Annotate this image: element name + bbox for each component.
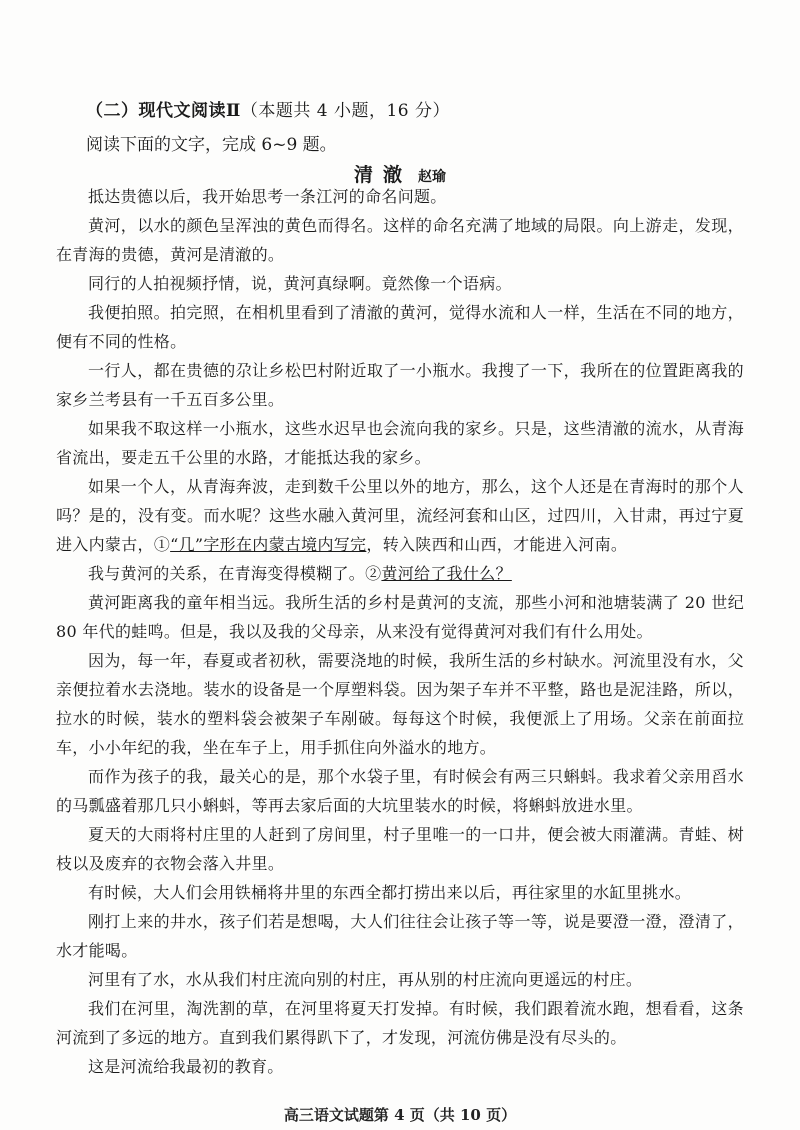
paragraph-with-underline-2 <box>56 559 744 588</box>
paragraph: 夏天的大雨将村庄里的人赶到了房间里，村子里唯一的一口井，便会被大雨灌满。青蛙、树枝以及废弃的衣物会落入井里。 <box>56 825 744 873</box>
reading-instruction: 阅读下面的文字，完成 6~9 题。 <box>86 135 337 155</box>
page-footer: 高三语文试题第 4 页（共 10 页） <box>283 1106 517 1124</box>
section-header <box>86 96 450 121</box>
article-title: 清澈 <box>353 164 412 186</box>
underlined-sentence-1: “几”字形在内蒙古境内写完 <box>170 535 367 554</box>
paragraph: 我便拍照。拍完照，在相机里看到了清澈的黄河，觉得水流和人一样，生活在不同的地方，便有不同的性格。 <box>56 303 744 351</box>
paragraph: 一行人，都在贵德的尕让乡松巴村附近取了一小瓶水。我搜了一下，我所在的位置距离我的家乡兰考县有一千五百多公里。 <box>56 361 744 409</box>
paragraph: 而作为孩子的我，最关心的是，那个水袋子里，有时候会有两三只蝌蚪。我求着父亲用舀水的马瓢盛着那几只小蝌蚪，等再去家后面的大坑里装水的时候，将蝌蚪放进水里。 <box>56 767 744 815</box>
paragraph-text-tail: ，转入陕西和山西，才能进入河南。 <box>366 535 628 554</box>
paragraph: 因为，每一年，春夏或者初秋，需要浇地的时候，我所生活的乡村缺水。河流里没有水，父亲便拉着水去浇地。装水的设备是一个厚塑料袋。因为架子车并不平整，路也是泥洼路，所以，拉水的时候，装水的塑料袋会被架子车剐破。每每这个时候，我便派上了用场。父亲在前面拉车，小小年纪的我，坐在车子上，用手抓住向外溢水的地方。 <box>56 651 744 757</box>
paragraph: 有时候，大人们会用铁桶将井里的东西全都打捞出来以后，再往家里的水缸里挑水。 <box>88 883 692 902</box>
paragraph: 抵达贵德以后，我开始思考一条江河的命名问题。 <box>88 187 447 206</box>
paragraph: 同行的人拍视频抒情，说，黄河真绿啊。竟然像一个语病。 <box>88 274 512 293</box>
marker-2: ② <box>365 564 382 583</box>
paragraph: 这是河流给我最初的教育。 <box>88 1057 284 1076</box>
section-subtitle: （本题共 4 小题，16 分） <box>240 101 450 121</box>
paragraph: 黄河，以水的颜色呈浑浊的黄色而得名。这样的命名充满了地域的局限。向上游走，发现，在青海的贵德，黄河是清澈的。 <box>56 216 744 264</box>
underlined-sentence-2: 黄河给了我什么？ <box>381 564 512 583</box>
paragraph: 黄河距离我的童年相当远。我所生活的乡村是黄河的支流，那些小河和池塘装满了 20 世纪 80 年代的蛙鸣。但是，我以及我的父母亲，从来没有觉得黄河对我们有什么用处。 <box>56 593 744 641</box>
article-author: 赵瑜 <box>418 169 446 185</box>
paragraph: 河里有了水，水从我们村庄流向别的村庄，再从别的村庄流向更遥远的村庄。 <box>88 970 643 989</box>
marker-1: ① <box>153 535 171 554</box>
paragraph: 刚打上来的井水，孩子们若是想喝，大人们往往会让孩子等一等，说是要澄一澄，澄清了，水才能喝。 <box>56 912 744 960</box>
section-title: （二）现代文阅读Ⅱ <box>86 101 241 121</box>
paragraph: 如果我不取这样一小瓶水，这些水迟早也会流向我的家乡。只是，这些清澈的流水，从青海省流出，要走五千公里的水路，才能抵达我的家乡。 <box>56 419 744 467</box>
paragraph: 我们在河里，淘洗割的草，在河里将夏天打发掉。有时候，我们跟着流水跑，想看看，这条河流到了多远的地方。直到我们累得趴下了，才发现，河流仿佛是没有尽头的。 <box>56 999 744 1047</box>
paragraph-text: 如果一个人，从青海奔波，走到数千公里以外的地方，那么，这个人还是在青海时的那个人吗？是的，没有变。而水呢？这些水融入黄河里，流经河套和山区，过四川，入甘肃，再过宁夏进入内蒙古， <box>56 477 744 554</box>
paragraph-with-underline-1 <box>56 472 744 559</box>
paragraph-text: 我与黄河的关系，在青海变得模糊了。 <box>88 564 366 583</box>
article-body <box>56 182 744 1081</box>
